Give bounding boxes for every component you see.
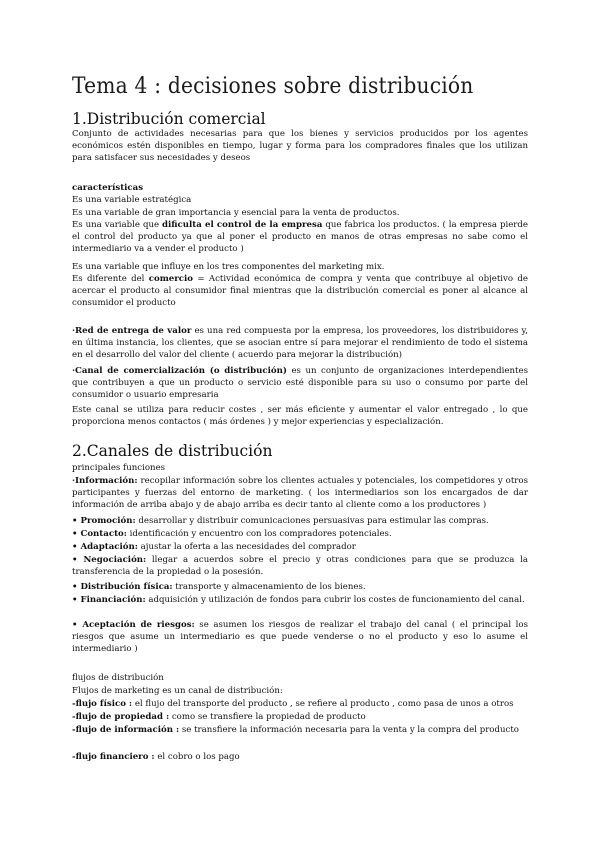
red-entrega-valor: ·Red de entrega de valor es una red compuesta por la empresa, los proveedores, los distribuidores y, en última instancia, los clientes, que se asocian entre sí para mejorar el rendimiento de todo el sistema en el desarrollo del valor del cliente ( acuerdo para mejorar la distribución) [72, 326, 528, 361]
flujo-fisico: -flujo físico : el flujo del transporte del producto , se refiere al producto , como pasa de unos a otros [72, 699, 514, 709]
section-2-heading: 2.Canales de distribución [72, 442, 273, 460]
characteristic-3: Es una variable que dificulta el control de la empresa que fabrica los productos. ( la empresa pierde el control del producto ya que al poner el producto en manos de otras empresas no sabe como el intermediario va a vender el producto ) [72, 220, 528, 255]
characteristic-5: Es diferente del comercio = Actividad económica de compra y venta que contribuye al objetivo de acercar el producto al consumidor final mientras que la distribución comercial es poner al alcance al consumidor el producto [72, 274, 528, 309]
canal-comercializacion: ·Canal de comercialización (o distribución) es un conjunto de organizaciones interdependientes que contribuyen a que un producto o servicio esté disponible para su uso o consumo por parte del consumidor o usuario empresaria [72, 366, 528, 401]
characteristics-heading: características [72, 183, 144, 193]
function-negociacion: • Negociación: llegar a acuerdos sobre el precio y otras condiciones para que se produzca la transferencia de la propiedad o la posesión. [72, 555, 528, 578]
function-aceptacion-riesgos: • Aceptación de riesgos: se asumen los riesgos de realizar el trabajo del canal ( el principal los riesgos que asume un intermediario es que puede venderse o no el producto y eso lo asume el intermediario ) [72, 620, 528, 655]
function-distribucion-fisica: • Distribución física: transporte y almacenamiento de los bienes. [72, 582, 366, 592]
flujos-intro: Flujos de marketing es un canal de distribución: [72, 686, 283, 696]
function-promocion: • Promoción: desarrollar y distribuir comunicaciones persuasivas para estimular las compras. [72, 516, 489, 526]
principal-functions-label: principales funciones [72, 463, 166, 473]
section-1-intro: Conjunto de actividades necesarias para que los bienes y servicios producidos por los agentes económicos estén disponibles en tiempo, lugar y forma para los compradores finales que los utilizan para satisfacer sus necesidades y deseos [72, 129, 528, 164]
flujo-informacion: -flujo de información : se transfiere la información necesaria para la venta y la compra del producto [72, 725, 519, 735]
flujos-heading: flujos de distribución [72, 673, 164, 683]
section-1-heading: 1.Distribución comercial [72, 110, 266, 128]
function-informacion: ·Información: recopilar información sobre los clientes actuales y potenciales, los competidores y otros participantes y fuerzas del entorno de marketing. ( los intermediarios son los encargados de dar información de arriba abajo y de abajo arriba es decir tanto al cliente como a los productores ) [72, 476, 528, 511]
flujo-financiero: -flujo financiero : el cobro o los pago [72, 752, 240, 762]
flujo-propiedad: -flujo de propiedad : como se transfiere la propiedad de producto [72, 712, 366, 722]
page-title: Tema 4 : decisiones sobre distribución [72, 74, 474, 99]
canal-note: Este canal se utiliza para reducir costes , ser más eficiente y aumentar el valor entregado , lo que proporciona menos contactos ( más órdenes ) y mejor experiencias y especialización. [72, 405, 528, 428]
characteristic-4: Es una variable que influye en los tres componentes del marketing mix. [72, 262, 385, 272]
function-adaptacion: • Adaptación: ajustar la oferta a las necesidades del comprador [72, 542, 356, 552]
characteristic-2: Es una variable de gran importancia y esencial para la venta de productos. [72, 208, 400, 218]
characteristic-1: Es una variable estratégica [72, 195, 192, 205]
function-financiacion: • Financiación: adquisición y utilización de fondos para cubrir los costes de funcionamiento del canal. [72, 595, 525, 605]
function-contacto: • Contacto: identificación y encuentro con los compradores potenciales. [72, 529, 392, 539]
